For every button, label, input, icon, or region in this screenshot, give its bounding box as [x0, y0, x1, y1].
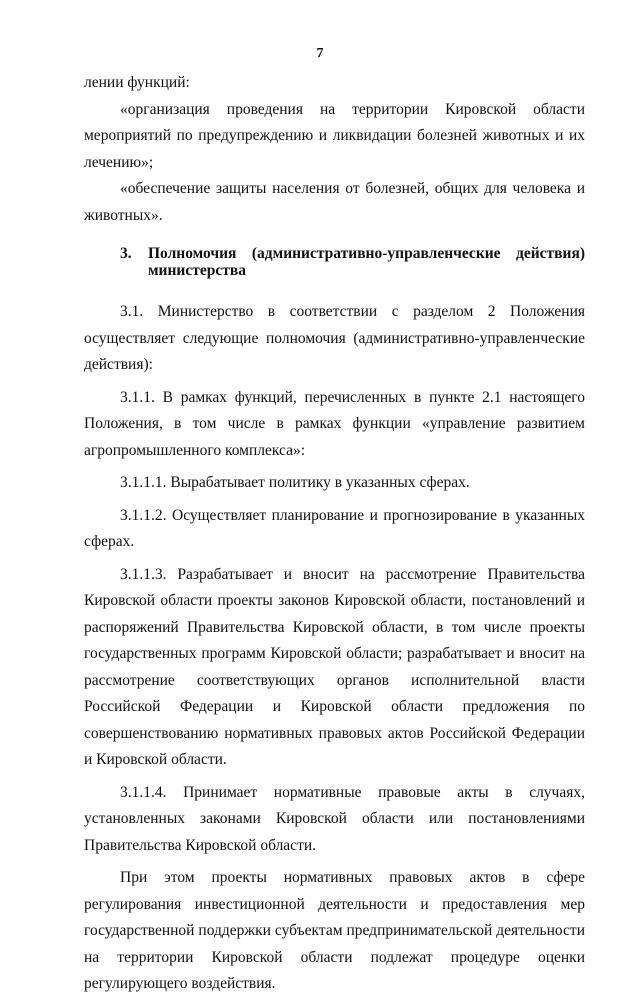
- paragraph-3-1-1-4: 3.1.1.4. Принимает нормативные правовые акты в случаях, установленных законами Кировской области или постановлениями Правительства Кировской области.: [84, 783, 585, 854]
- document-body: [84, 70, 585, 998]
- paragraph-3-1-1-2: 3.1.1.2. Осуществляет планирование и прогнозирование в указанных сферах.: [84, 506, 585, 550]
- section-number: 3.: [120, 245, 132, 262]
- paragraph-3-1-1-1: 3.1.1.1. Вырабатывает политику в указанных сферах.: [120, 474, 470, 491]
- page-number: 7: [316, 46, 324, 61]
- paragraph-quote-2: «обеспечение защиты населения от болезней, общих для человека и животных».: [84, 180, 585, 224]
- paragraph-quote-1: «организация проведения на территории Кировской области мероприятий по предупреждению и ликвидации болезней животных и их лечению»;: [84, 100, 585, 171]
- section-title-word-3: действия): [516, 245, 585, 262]
- paragraph-continuation: лении функций:: [84, 74, 190, 91]
- section-title-word-1: Полномочия: [148, 245, 237, 262]
- section-title-line-2: министерства: [148, 262, 246, 279]
- paragraph-3-1-1-3: 3.1.1.3. Разрабатывает и вносит на рассмотрение Правительства Кировской области проекты законов Кировской области, постановлений и распоряжений Правительства Кировской области, в том числе проекты государственных программ Кировской области; разрабатывает и вносит на рассмотрение соответствующих органов исполнительной власти Российской Федерации и Кировской области предложения по совершенствованию нормативных правовых актов Российской Федерации и Кировской области.: [84, 565, 585, 768]
- paragraph-3-1-1: 3.1.1. В рамках функций, перечисленных в пункте 2.1 настоящего Положения, в том числе в рамках функции «управление развитием агропромышленного комплекса»:: [84, 388, 585, 459]
- section-title: [148, 245, 585, 279]
- paragraph-3-1: 3.1. Министерство в соответствии с разделом 2 Положения осуществляет следующие полномочия (административно-управленческие действия):: [84, 303, 585, 373]
- section-title-word-2: (административно-управленческие: [251, 245, 501, 262]
- paragraph-regulatory-note: При этом проекты нормативных правовых актов в сфере регулирования инвестиционной деятельности и предоставления мер государственной поддержки субъектам предпринимательской деятельности на территории Кировской области подлежат процедуре оценки регулирующего воздействия.: [84, 869, 585, 992]
- section-heading: [120, 245, 585, 279]
